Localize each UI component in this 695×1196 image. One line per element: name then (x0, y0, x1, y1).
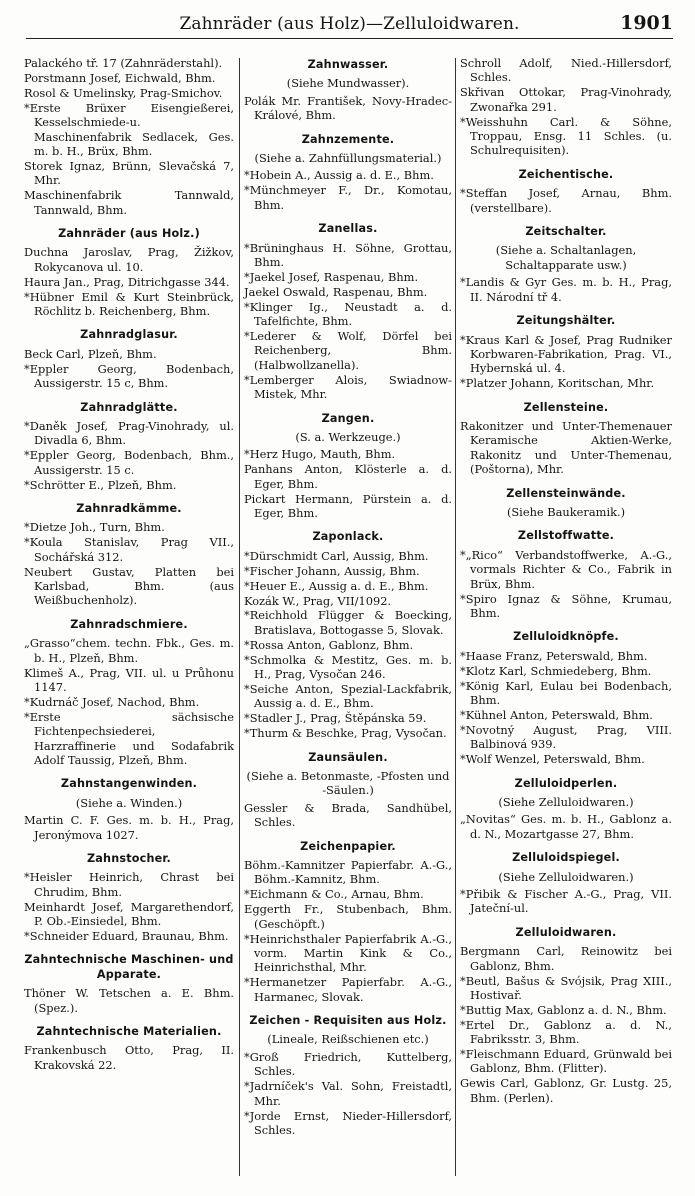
directory-entry: Meinhardt Josef, Margarethendorf, P. Ob.-Einsiedel, Bhm. (24, 899, 234, 929)
directory-entry: Porstmann Josef, Eichwald, Bhm. (24, 70, 216, 85)
directory-entry: Beck Carl, Plzeň, Bhm. (24, 346, 157, 361)
category-heading: Zahnradglätte. (80, 400, 178, 414)
category-heading: Zahnstangenwinden. (60, 777, 198, 791)
directory-entry: Frankenbusch Otto, Prag, II. Krakovská 22. (24, 1043, 234, 1072)
directory-entry: Storek Ignaz, Brünn, Slevačská 7, Mhr. (24, 158, 234, 188)
directory-entry: *Weisshuhn Carl. & Söhne, Troppau, Ensg. 11 Schles. (u. Schulrequisiten). (460, 114, 672, 158)
directory-entry: *Schmolka & Mestitz, Ges. m. b. H., Prag, Vysočan 246. (244, 652, 452, 682)
directory-entry: Schroll Adolf, Nied.-Hillersdorf, Schles. (460, 56, 672, 85)
category-heading: Zahnräder (aus Holz.) (58, 226, 200, 240)
directory-entry: *Reichhold Flügger & Boecking, Bratislava, Bottogasse 5, Slovak. (244, 608, 452, 637)
directory-entry: Rakonitzer und Unter-Themenauer Keramische Aktien-Werke, Rakonitz und Unter-Themenau, (Poštorna), Mhr. (460, 419, 672, 477)
column-divider (455, 58, 456, 1176)
directory-entry: Gessler & Brada, Sandhübel, Schles. (244, 800, 452, 830)
category-heading: Zeichenpapier. (300, 839, 396, 853)
directory-entry: Klimeš A., Prag, VII. ul. u Průhonu 1147. (24, 665, 234, 694)
directory-entry: Kozák W., Prag, VII/1092. (244, 593, 392, 608)
directory-entry: Pickart Hermann, Pürstein a. d. Eger, Bhm. (244, 491, 452, 520)
directory-entry: *Hermanetzer Papierfabr. A.-G., Harmanec, Slovak. (244, 975, 452, 1004)
category-heading: Zelluloidknöpfe. (513, 630, 619, 644)
category-heading: Zellensteine. (523, 400, 609, 414)
directory-entry: *König Karl, Eulau bei Bodenbach, Bhm. (460, 678, 672, 708)
directory-entry: Skřivan Ottokar, Prag-Vinohrady, Zwonařka 291. (460, 85, 672, 114)
directory-entry: *Hobein A., Aussig a. d. E., Bhm. (244, 168, 434, 183)
directory-entry: *Přibik & Fischer A.-G., Prag, VII. Jateční-ul. (460, 887, 672, 916)
directory-entry: *Dietze Joh., Turn, Bhm. (24, 520, 165, 535)
directory-entry: *Steffan Josef, Arnau, Bhm. (verstellbare). (460, 186, 672, 215)
directory-entry: *Fleischmann Eduard, Grünwald bei Gablonz, Bhm. (Flitter). (460, 1047, 672, 1076)
directory-entry: *Koula Stanislav, Prag VII., Sochářská 312. (24, 535, 234, 564)
directory-entry: *„Rico“ Verbandstoffwerke, A.-G., vormals Richter & Co., Fabrik in Brüx, Bhm. (460, 547, 672, 591)
directory-entry: *Heinrichsthaler Papierfabrik A.-G., vorm. Martin Kink & Co., Heinrichsthal, Mhr. (244, 931, 452, 975)
category-heading: Zangen. (321, 411, 375, 425)
category-heading: Zelluloidwaren. (515, 925, 617, 939)
category-heading: Zaunsäulen. (308, 750, 388, 764)
directory-entry: *Lemberger Alois, Swiadnow-Mistek, Mhr. (244, 372, 452, 402)
directory-entry: *Heisler Heinrich, Chrast bei Chrudim, Bhm. (24, 870, 234, 899)
column-divider (239, 58, 240, 1176)
directory-entry: *Buttig Max, Gablonz a. d. N., Bhm. (460, 1002, 667, 1017)
category-reference: (Siehe a. Zahnfüllungsmaterial.) (254, 151, 442, 166)
directory-entry: *Haase Franz, Peterswald, Bhm. (460, 648, 648, 663)
directory-entry: *Spiro Ignaz & Söhne, Krumau, Bhm. (460, 591, 672, 620)
directory-entry: Martin C. F. Ges. m. b. H., Prag, Jeronýmova 1027. (24, 813, 234, 842)
directory-entry: Panhans Anton, Klösterle a. d. Eger, Bhm. (244, 462, 452, 491)
directory-entry: *Fischer Johann, Aussig, Bhm. (244, 563, 420, 578)
category-heading: Zahntechnische Maschinen- und Apparate. (24, 953, 234, 981)
category-reference: (Siehe a. Schaltanlagen, Schaltapparate usw.) (495, 243, 637, 272)
category-heading: Zelluloidspiegel. (512, 851, 620, 865)
directory-entry: *Platzer Johann, Koritschan, Mhr. (460, 376, 655, 391)
directory-entry: *Groß Friedrich, Kuttelberg, Schles. (244, 1049, 452, 1079)
directory-entry: Bergmann Carl, Reinowitz bei Gablonz, Bhm. (460, 944, 672, 973)
column-right (460, 56, 672, 1106)
category-heading: Zahnradglasur. (80, 328, 178, 342)
directory-entry: *Landis & Gyr Ges. m. b. H., Prag, II. Národní tř 4. (460, 275, 672, 304)
directory-entry: *Ertel Dr., Gablonz a. d. N., Fabriksstr. 3, Bhm. (460, 1017, 672, 1047)
directory-entry: *Erste Brüxer Eisengießerei, Kesselschmiede-u. Maschinenfabrik Sedlacek, Ges. m. b. H., Brüx, Bhm. (24, 100, 234, 158)
directory-entry: *Lederer & Wolf, Dörfel bei Reichenberg, Bhm. (Halbwollzanella). (244, 329, 452, 372)
category-reference: (Siehe Mundwasser). (286, 76, 410, 91)
category-heading: Zahnradkämme. (76, 501, 182, 515)
directory-entry: Neubert Gustav, Platten bei Karlsbad, Bhm. (aus Weißbuchenholz). (24, 564, 234, 608)
directory-entry: *Kraus Karl & Josef, Prag Rudniker Korbwaren-Fabrikation, Prag. VI., Hybernská ul. 4. (460, 332, 672, 376)
directory-entry: Thöner W. Tetschen a. E. Bhm. (Spez.). (24, 986, 234, 1015)
directory-entry: *Novotný August, Prag, VIII. Balbinová 939. (460, 722, 672, 752)
category-reference: (Siehe Zelluloidwaren.) (498, 869, 634, 884)
page-title: Zahnräder (aus Holz)—Zelluloidwaren. (179, 14, 520, 34)
page-number: 1901 (620, 12, 673, 34)
directory-entry: *Klinger Ig., Neustadt a. d. Tafelfichte, Bhm. (244, 299, 452, 329)
directory-entry: *Eppler Georg, Bodenbach, Aussigerstr. 15 c, Bhm. (24, 361, 234, 391)
directory-entry: Haura Jan., Prag, Ditrichgasse 344. (24, 274, 230, 289)
directory-entry: *Seiche Anton, Spezial-Lackfabrik, Aussig a. d. E., Bhm. (244, 681, 452, 711)
directory-entry: Böhm.-Kamnitzer Papierfabr. A.-G., Böhm.-Kamnitz, Bhm. (244, 858, 452, 887)
category-reference: (Siehe a. Betonmaste, -Pfosten und -Säulen.) (246, 768, 450, 798)
category-reference: (Siehe Baukeramik.) (506, 505, 626, 520)
directory-entry: „Novitas“ Ges. m. b. H., Gablonz a. d. N., Mozartgasse 27, Bhm. (460, 812, 672, 841)
category-heading: Zahnzemente. (301, 132, 395, 146)
category-heading: Zellstoffwatte. (517, 529, 615, 543)
category-heading: Zahnwasser. (307, 58, 389, 71)
category-heading: Zaponlack. (312, 530, 384, 544)
category-heading: Zanellas. (318, 222, 378, 236)
column-middle (244, 56, 452, 1138)
directory-entry: *Kühnel Anton, Peterswald, Bhm. (460, 707, 653, 722)
directory-entry: *Hübner Emil & Kurt Steinbrück, Röchlitz b. Reichenberg, Bhm. (24, 289, 234, 318)
directory-entry: *Dürschmidt Carl, Aussig, Bhm. (244, 548, 429, 563)
category-reference: (Siehe Zelluloidwaren.) (498, 794, 634, 809)
running-header (26, 8, 673, 39)
directory-entry: *Herz Hugo, Mauth, Bhm. (244, 447, 396, 462)
directory-entry: *Eppler Georg, Bodenbach, Bhm., Aussigerstr. 15 c. (24, 448, 234, 477)
directory-entry: „Grasso“chem. techn. Fbk., Ges. m. b. H., Plzeň, Bhm. (24, 636, 234, 665)
directory-entry: Polák Mr. František, Novy-Hradec-Králové, Bhm. (244, 93, 452, 123)
directory-entry: *Jorde Ernst, Nieder-Hillersdorf, Schles. (244, 1108, 452, 1137)
category-reference: (S. a. Werkzeuge.) (295, 429, 401, 444)
category-heading: Zeitungshälter. (516, 314, 616, 328)
directory-entry: *Erste sächsische Fichtenpechsiederei, Harzraffinerie und Sodafabrik Adolf Taussig, Plzeň, Bhm. (24, 709, 234, 767)
directory-entry: Jaekel Oswald, Raspenau, Bhm. (244, 284, 428, 299)
directory-entry: *Rossa Anton, Gablonz, Bhm. (244, 637, 414, 652)
directory-entry: *Schneider Eduard, Braunau, Bhm. (24, 929, 229, 944)
directory-entry: Eggerth Fr., Stubenbach, Bhm. (Geschöpft.) (244, 902, 452, 931)
directory-entry: *Jadrníček's Val. Sohn, Freistadtl, Mhr. (244, 1079, 452, 1108)
column-left (24, 56, 234, 1073)
category-heading: Zahnstocher. (86, 852, 172, 865)
category-reference: (Siehe a. Winden.) (75, 795, 183, 810)
category-heading: Zellensteinwände. (506, 486, 626, 500)
directory-entry: *Kudrnáč Josef, Nachod, Bhm. (24, 694, 200, 709)
category-heading: Zelluloidperlen. (514, 776, 618, 790)
directory-entry: *Klotz Karl, Schmiedeberg, Bhm. (460, 663, 652, 678)
directory-entry: *Brüninghaus H. Söhne, Grottau, Bhm. (244, 240, 452, 269)
directory-entry: *Jaekel Josef, Raspenau, Bhm. (244, 269, 419, 284)
directory-entry: *Eichmann & Co., Arnau, Bhm. (244, 887, 424, 902)
directory-entry: *Daněk Josef, Prag-Vinohrady, ul. Divadla 6, Bhm. (24, 418, 234, 448)
directory-entry: *Thurm & Beschke, Prag, Vysočan. (244, 726, 447, 741)
directory-entry: *Wolf Wenzel, Peterswald, Bhm. (460, 752, 645, 767)
category-heading: Zeichentische. (518, 167, 614, 181)
category-heading: Zeitschalter. (525, 225, 607, 239)
directory-entry: Duchna Jaroslav, Prag, Žižkov, Rokycanova ul. 10. (24, 245, 234, 274)
category-heading: Zeichen - Requisiten aus Holz. (249, 1014, 447, 1028)
directory-entry: *Schrötter E., Plzeň, Bhm. (24, 477, 177, 492)
category-reference: (Lineale, Reißschienen etc.) (267, 1032, 429, 1047)
category-heading: Zahnradschmiere. (70, 617, 188, 631)
directory-entry: Gewis Carl, Gablonz, Gr. Lustg. 25, Bhm. (Perlen). (460, 1076, 672, 1105)
directory-entry: Rosol & Umelinsky, Prag-Smichov. (24, 85, 223, 100)
directory-entry: *Heuer E., Aussig a. d. E., Bhm. (244, 578, 429, 593)
directory-entry: *Stadler J., Prag, Štěpánska 59. (244, 711, 427, 726)
directory-entry: *Münchmeyer F., Dr., Komotau, Bhm. (244, 183, 452, 212)
category-heading: Zahntechnische Materialien. (36, 1025, 222, 1039)
directory-entry: Maschinenfabrik Tannwald, Tannwald, Bhm. (24, 188, 234, 217)
directory-entry: *Beutl, Bašus & Svójsik, Prag XIII., Hostivař. (460, 973, 672, 1002)
directory-entry: Palackého tř. 17 (Zahnräderstahl). (24, 56, 223, 70)
